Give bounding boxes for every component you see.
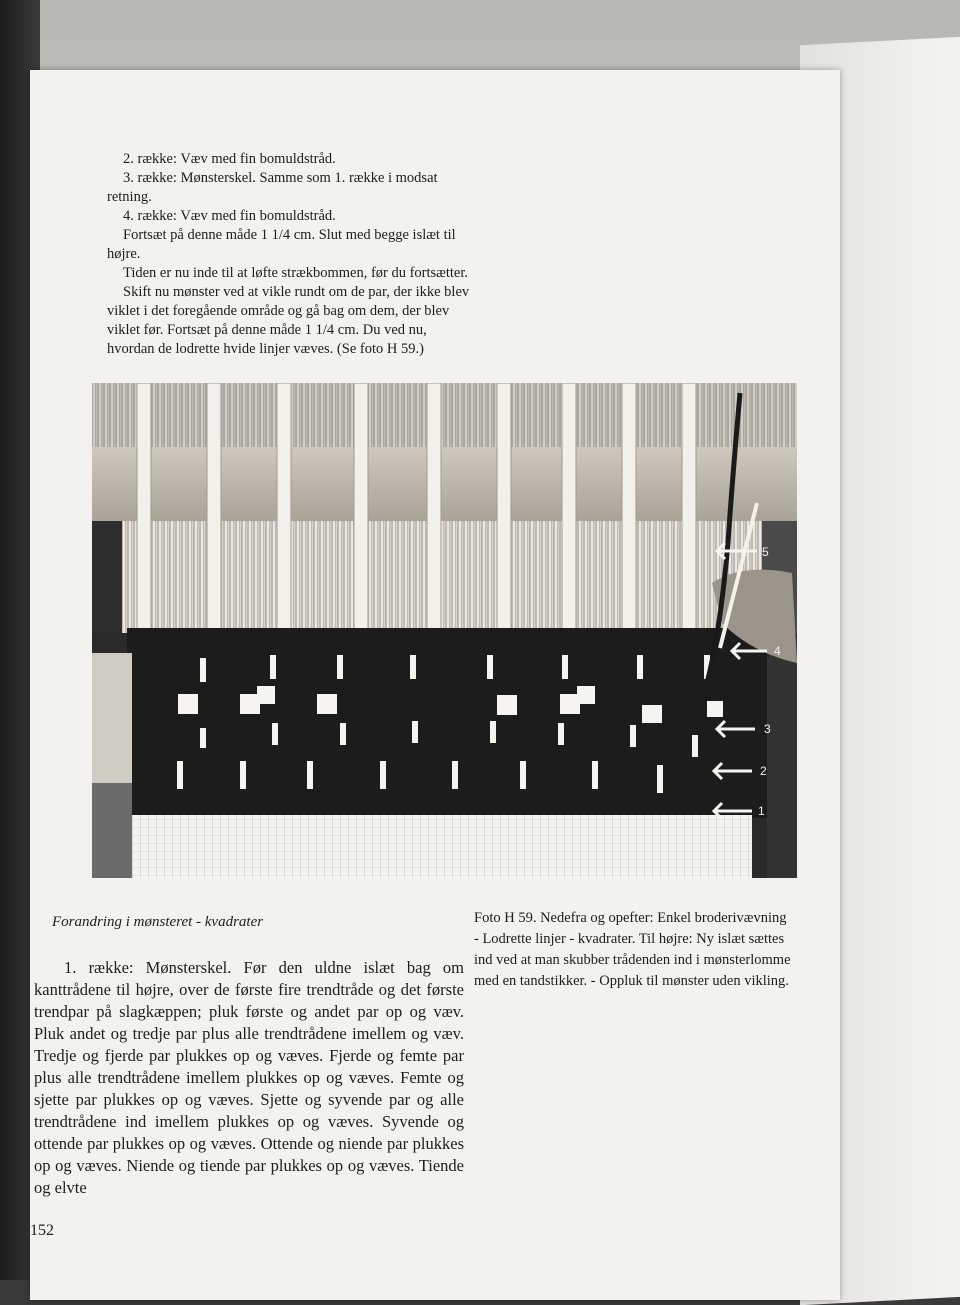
body-text-block <box>34 957 464 1199</box>
marker-label: 5 <box>762 545 769 559</box>
top-text-block <box>107 150 472 359</box>
marker-label: 1 <box>758 804 765 818</box>
paragraph: Fortsæt på denne måde 1 1/4 cm. Slut med begge islæt til højre. <box>107 227 456 262</box>
paragraph: Tiden er nu inde til at løfte strækbommen, før du fortsætter. <box>123 265 469 281</box>
paragraph: 3. række: Mønsterskel. Samme som 1. række i modsat retning. <box>107 170 438 205</box>
marker-label: 2 <box>760 764 767 778</box>
marker-label: 3 <box>764 722 771 736</box>
marker-label: 4 <box>774 644 781 658</box>
photo-caption: Foto H 59. Nedefra og opefter: Enkel broderivævning - Lodrette linjer - kvadrater. Til højre: Ny islæt sættes ind ved at man skubber trådenden ind i mønsterlomme med en tandstikker. - Oppluk til mønster uden vikling. <box>474 910 791 989</box>
weaving-photo-illustration <box>92 383 797 878</box>
page-number: 152 <box>30 1222 54 1239</box>
paragraph: Skift nu mønster ved at vikle rundt om de par, der ikke blev viklet i det foregående område og gå bag om dem, der blev viklet før. Fortsæt på denne måde 1 1/4 cm. Du ved nu, hvordan de lodrette hvide linjer væves. (Se foto H 59.) <box>107 284 470 357</box>
section-heading: Forandring i mønsteret - kvadrater <box>52 914 264 930</box>
weaving-photo <box>92 383 797 878</box>
paragraph: 2. række: Væv med fin bomuldstråd. <box>123 151 336 167</box>
body-paragraph: 1. række: Mønsterskel. Før den uldne islæt bag om kanttrådene til højre, over de første fire trendtråde og det første trendpar på slagkæppen; pluk første og andet par op og væv. Pluk andet og tredje par plus alle trendtrådene imellem og væv. Tredje og fjerde par plukkes op og væves. Fjerde og femte par plus alle trendtrådene imellem plukkes op og væves. Femte og sjette par plukkes op og væves. Sjette og syvende par og alle trendtrådene ind imellem plukkes op og væves. Syvende og ottende par plukkes op og væves. Ottende og niende par plukkes op og væves. Niende og tiende par plukkes op og væves. Tiende og elvte <box>34 958 464 1197</box>
paragraph: 4. række: Væv med fin bomuldstråd. <box>123 208 336 224</box>
